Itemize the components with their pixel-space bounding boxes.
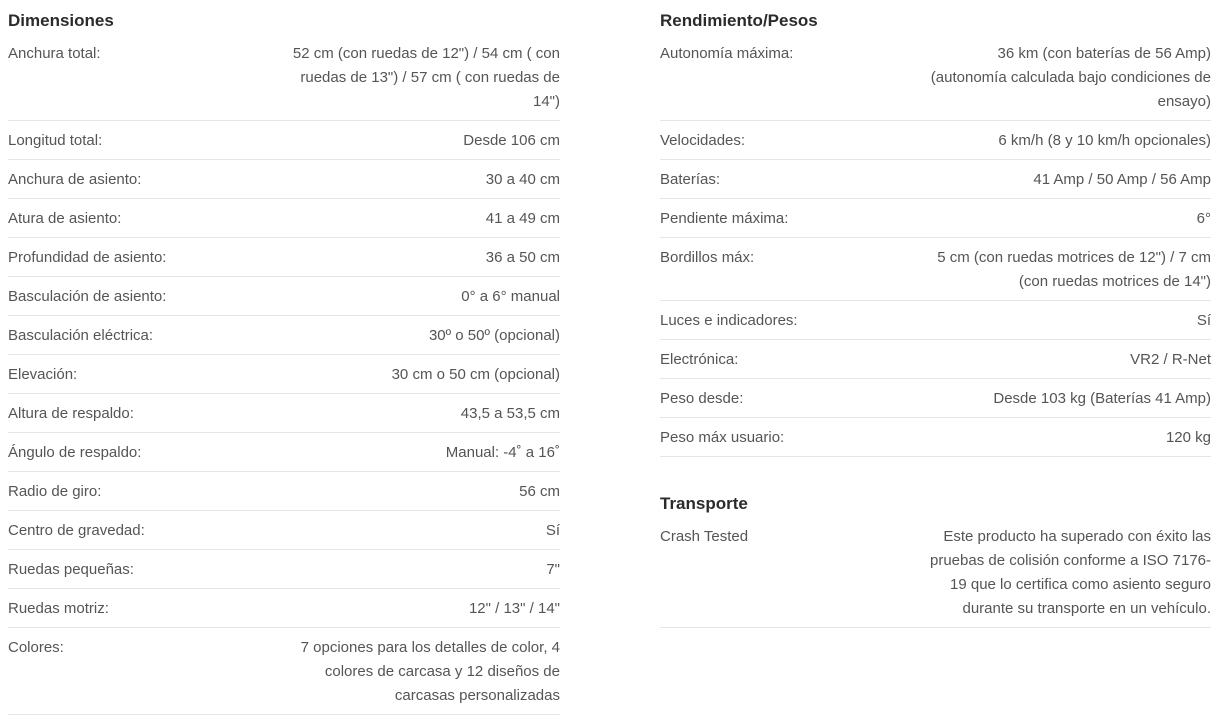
spec-label: Centro de gravedad: bbox=[8, 522, 145, 539]
spec-value: 120 kg bbox=[1165, 429, 1211, 446]
spec-label: Anchura total: bbox=[8, 45, 101, 62]
spec-row bbox=[660, 160, 1211, 199]
spec-value: 7" bbox=[546, 561, 560, 578]
spec-label: Ángulo de respaldo: bbox=[8, 444, 142, 461]
spec-value: 30 a 40 cm bbox=[485, 171, 560, 188]
spec-label: Baterías: bbox=[660, 171, 721, 188]
spec-label: Luces e indicadores: bbox=[660, 312, 798, 329]
spec-label: Electrónica: bbox=[660, 351, 739, 368]
section-spacer bbox=[660, 457, 1211, 483]
spec-row bbox=[8, 199, 560, 238]
spec-row bbox=[660, 301, 1211, 340]
spec-value: 41 Amp / 50 Amp / 56 Amp bbox=[1033, 171, 1211, 188]
spec-row bbox=[8, 472, 560, 511]
spec-value: 36 a 50 cm bbox=[485, 249, 560, 266]
spec-row bbox=[8, 238, 560, 277]
spec-row bbox=[8, 628, 560, 715]
spec-row bbox=[8, 316, 560, 355]
spec-label: Crash Tested bbox=[660, 528, 749, 545]
spec-value: 36 km (con baterías de 56 Amp) (autonomía calculada bajo condiciones de ensayo) bbox=[930, 45, 1211, 110]
spec-value: 6 km/h (8 y 10 km/h opcionales) bbox=[998, 132, 1211, 149]
rendimiento-title: Rendimiento/Pesos bbox=[660, 11, 818, 30]
spec-value: Desde 106 cm bbox=[463, 132, 560, 149]
spec-row bbox=[8, 121, 560, 160]
spec-row bbox=[660, 199, 1211, 238]
spec-label: Longitud total: bbox=[8, 132, 103, 149]
spec-row bbox=[660, 238, 1211, 301]
spec-value: 5 cm (con ruedas motrices de 12") / 7 cm (con ruedas motrices de 14") bbox=[937, 249, 1211, 290]
spec-row bbox=[8, 433, 560, 472]
spec-label: Anchura de asiento: bbox=[8, 171, 142, 188]
spec-value: Este producto ha superado con éxito las pruebas de colisión conforme a ISO 7176-19 que lo certifica como asiento seguro durante su transporte en un vehículo. bbox=[930, 528, 1211, 617]
spec-value: 12" / 13" / 14" bbox=[468, 600, 560, 617]
spec-label: Basculación de asiento: bbox=[8, 288, 167, 305]
spec-value: 52 cm (con ruedas de 12") / 54 cm ( con ruedas de 13") / 57 cm ( con ruedas de 14") bbox=[292, 45, 560, 110]
transporte-title: Transporte bbox=[660, 494, 748, 513]
spec-row bbox=[660, 517, 1211, 628]
spec-row bbox=[660, 418, 1211, 457]
spec-row bbox=[8, 550, 560, 589]
spec-row bbox=[8, 277, 560, 316]
spec-value: 0° a 6° manual bbox=[461, 288, 560, 305]
spec-label: Pendiente máxima: bbox=[660, 210, 789, 227]
spec-label: Basculación eléctrica: bbox=[8, 327, 154, 344]
spec-label: Profundidad de asiento: bbox=[8, 249, 167, 266]
spec-label: Atura de asiento: bbox=[8, 210, 122, 227]
spec-label: Velocidades: bbox=[660, 132, 746, 149]
spec-value: 7 opciones para los detalles de color, 4 colores de carcasa y 12 diseños de carcasas personalizadas bbox=[300, 639, 560, 704]
spec-value: VR2 / R-Net bbox=[1130, 351, 1211, 368]
spec-row bbox=[660, 340, 1211, 379]
spec-row bbox=[8, 34, 560, 121]
spec-label: Colores: bbox=[8, 639, 64, 656]
spec-row bbox=[660, 34, 1211, 121]
spec-label: Ruedas motriz: bbox=[8, 600, 109, 617]
spec-label: Peso desde: bbox=[660, 390, 744, 407]
spec-value: 41 a 49 cm bbox=[485, 210, 560, 227]
spec-row bbox=[660, 379, 1211, 418]
spec-value: Manual: -4˚ a 16˚ bbox=[445, 444, 560, 461]
spec-label: Altura de respaldo: bbox=[8, 405, 134, 422]
spec-label: Ruedas pequeñas: bbox=[8, 561, 134, 578]
dimensiones-title: Dimensiones bbox=[8, 11, 114, 30]
spec-value: Sí bbox=[1196, 312, 1211, 329]
spec-value: 30 cm o 50 cm (opcional) bbox=[391, 366, 560, 383]
spec-row bbox=[8, 511, 560, 550]
spec-row bbox=[660, 121, 1211, 160]
spec-value: Desde 103 kg (Baterías 41 Amp) bbox=[993, 390, 1211, 407]
spec-row bbox=[8, 355, 560, 394]
spec-label: Elevación: bbox=[8, 366, 78, 383]
spec-value: Sí bbox=[545, 522, 560, 539]
spec-value: 30º o 50º (opcional) bbox=[428, 327, 560, 344]
spec-value: 56 cm bbox=[519, 483, 560, 500]
spec-row bbox=[8, 160, 560, 199]
spec-label: Bordillos máx: bbox=[660, 249, 755, 266]
spec-value: 43,5 a 53,5 cm bbox=[460, 405, 560, 422]
spec-label: Peso máx usuario: bbox=[660, 429, 785, 446]
spec-row bbox=[8, 394, 560, 433]
spec-label: Radio de giro: bbox=[8, 483, 102, 500]
spec-row bbox=[8, 589, 560, 628]
rendimiento-section bbox=[660, 0, 1211, 628]
spec-label: Autonomía máxima: bbox=[660, 45, 794, 62]
spec-value: 6° bbox=[1196, 210, 1211, 227]
dimensiones-section bbox=[8, 0, 560, 715]
